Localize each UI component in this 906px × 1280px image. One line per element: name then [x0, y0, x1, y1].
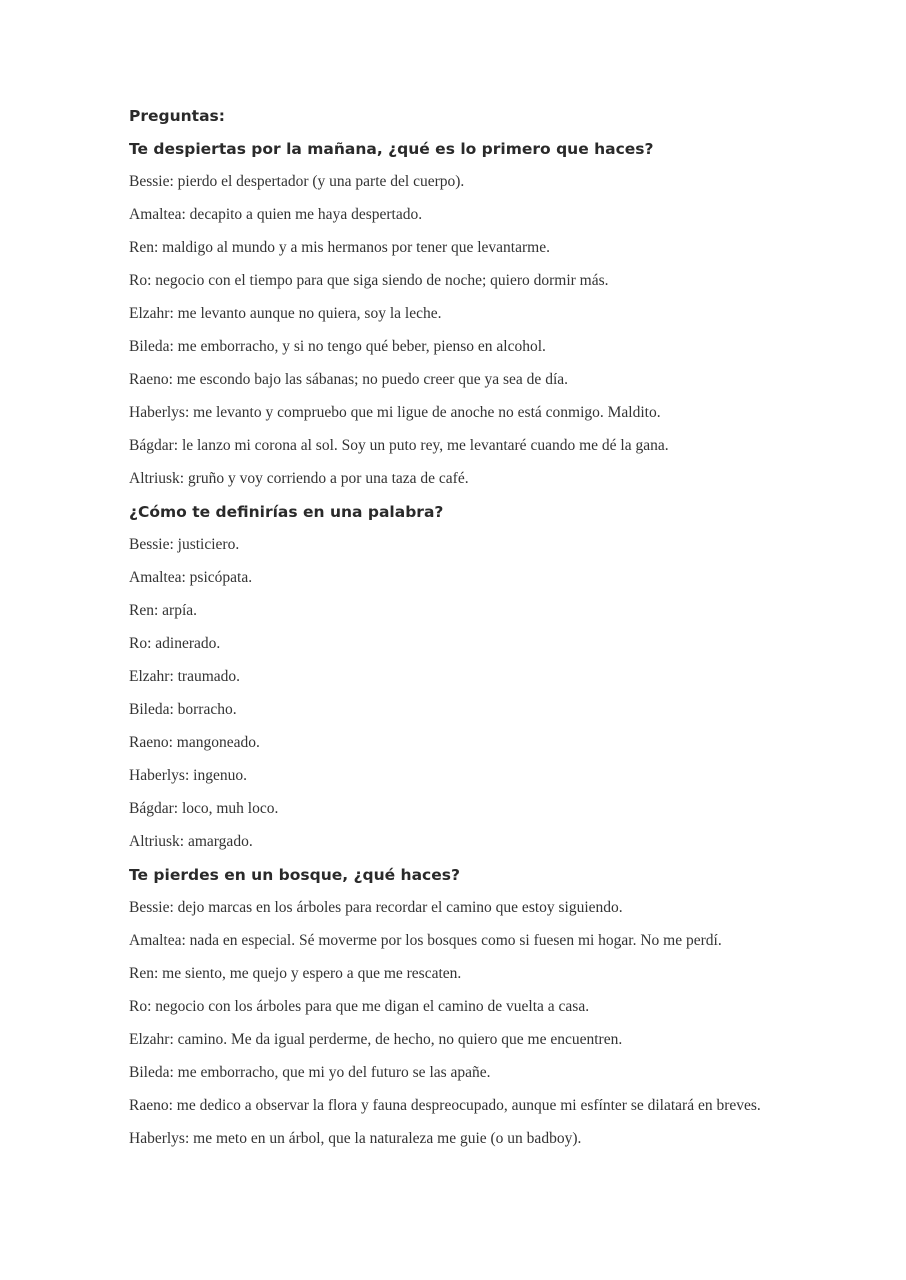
answer-bessie: Bessie: justiciero.: [129, 536, 240, 553]
answer-haberlys: Haberlys: me meto en un árbol, que la naturaleza me guie (o un badboy).: [129, 1130, 582, 1147]
answer-haberlys: Haberlys: ingenuo.: [129, 767, 247, 784]
answer-bileda: Bileda: borracho.: [129, 701, 237, 718]
question-heading: Te despiertas por la mañana, ¿qué es lo primero que haces?: [129, 140, 654, 158]
answer-raeno: Raeno: me escondo bajo las sábanas; no puedo creer que ya sea de día.: [129, 371, 569, 388]
answer-amaltea: Amaltea: nada en especial. Sé moverme por los bosques como si fuesen mi hogar. No me perdí.: [129, 932, 722, 949]
answer-raeno: Raeno: me dedico a observar la flora y fauna despreocupado, aunque mi esfínter se dilatará en breves.: [129, 1097, 761, 1114]
answer-ro: Ro: negocio con los árboles para que me digan el camino de vuelta a casa.: [129, 998, 590, 1015]
question-section-2: [129, 502, 777, 852]
answer-amaltea: Amaltea: psicópata.: [129, 569, 253, 586]
question-heading: Te pierdes en un bosque, ¿qué haces?: [129, 866, 460, 884]
answer-altriusk: Altriusk: gruño y voy corriendo a por una taza de café.: [129, 470, 469, 487]
answer-ren: Ren: maldigo al mundo y a mis hermanos por tener que levantarme.: [129, 239, 550, 256]
answer-bessie: Bessie: pierdo el despertador (y una parte del cuerpo).: [129, 173, 465, 190]
answer-bagdar: Bágdar: le lanzo mi corona al sol. Soy un puto rey, me levantaré cuando me dé la gana.: [129, 437, 669, 454]
answer-amaltea: Amaltea: decapito a quien me haya despertado.: [129, 206, 423, 223]
document-page: [129, 106, 777, 1162]
answer-bagdar: Bágdar: loco, muh loco.: [129, 800, 279, 817]
answer-elzahr: Elzahr: traumado.: [129, 668, 241, 685]
answer-bessie: Bessie: dejo marcas en los árboles para recordar el camino que estoy siguiendo.: [129, 899, 623, 916]
answer-ro: Ro: adinerado.: [129, 635, 221, 652]
answer-ro: Ro: negocio con el tiempo para que siga siendo de noche; quiero dormir más.: [129, 272, 609, 289]
question-section-3: [129, 865, 777, 1149]
answer-haberlys: Haberlys: me levanto y compruebo que mi ligue de anoche no está conmigo. Maldito.: [129, 404, 661, 421]
document-title: Preguntas:: [129, 107, 225, 125]
answer-elzahr: Elzahr: camino. Me da igual perderme, de hecho, no quiero que me encuentren.: [129, 1031, 623, 1048]
question-heading: ¿Cómo te definirías en una palabra?: [129, 503, 444, 521]
answer-elzahr: Elzahr: me levanto aunque no quiera, soy la leche.: [129, 305, 442, 322]
answer-ren: Ren: arpía.: [129, 602, 198, 619]
question-section-1: [129, 139, 777, 489]
answer-raeno: Raeno: mangoneado.: [129, 734, 260, 751]
answer-bileda: Bileda: me emborracho, y si no tengo qué beber, pienso en alcohol.: [129, 338, 546, 355]
answer-altriusk: Altriusk: amargado.: [129, 833, 253, 850]
answer-bileda: Bileda: me emborracho, que mi yo del futuro se las apañe.: [129, 1064, 491, 1081]
answer-ren: Ren: me siento, me quejo y espero a que me rescaten.: [129, 965, 462, 982]
